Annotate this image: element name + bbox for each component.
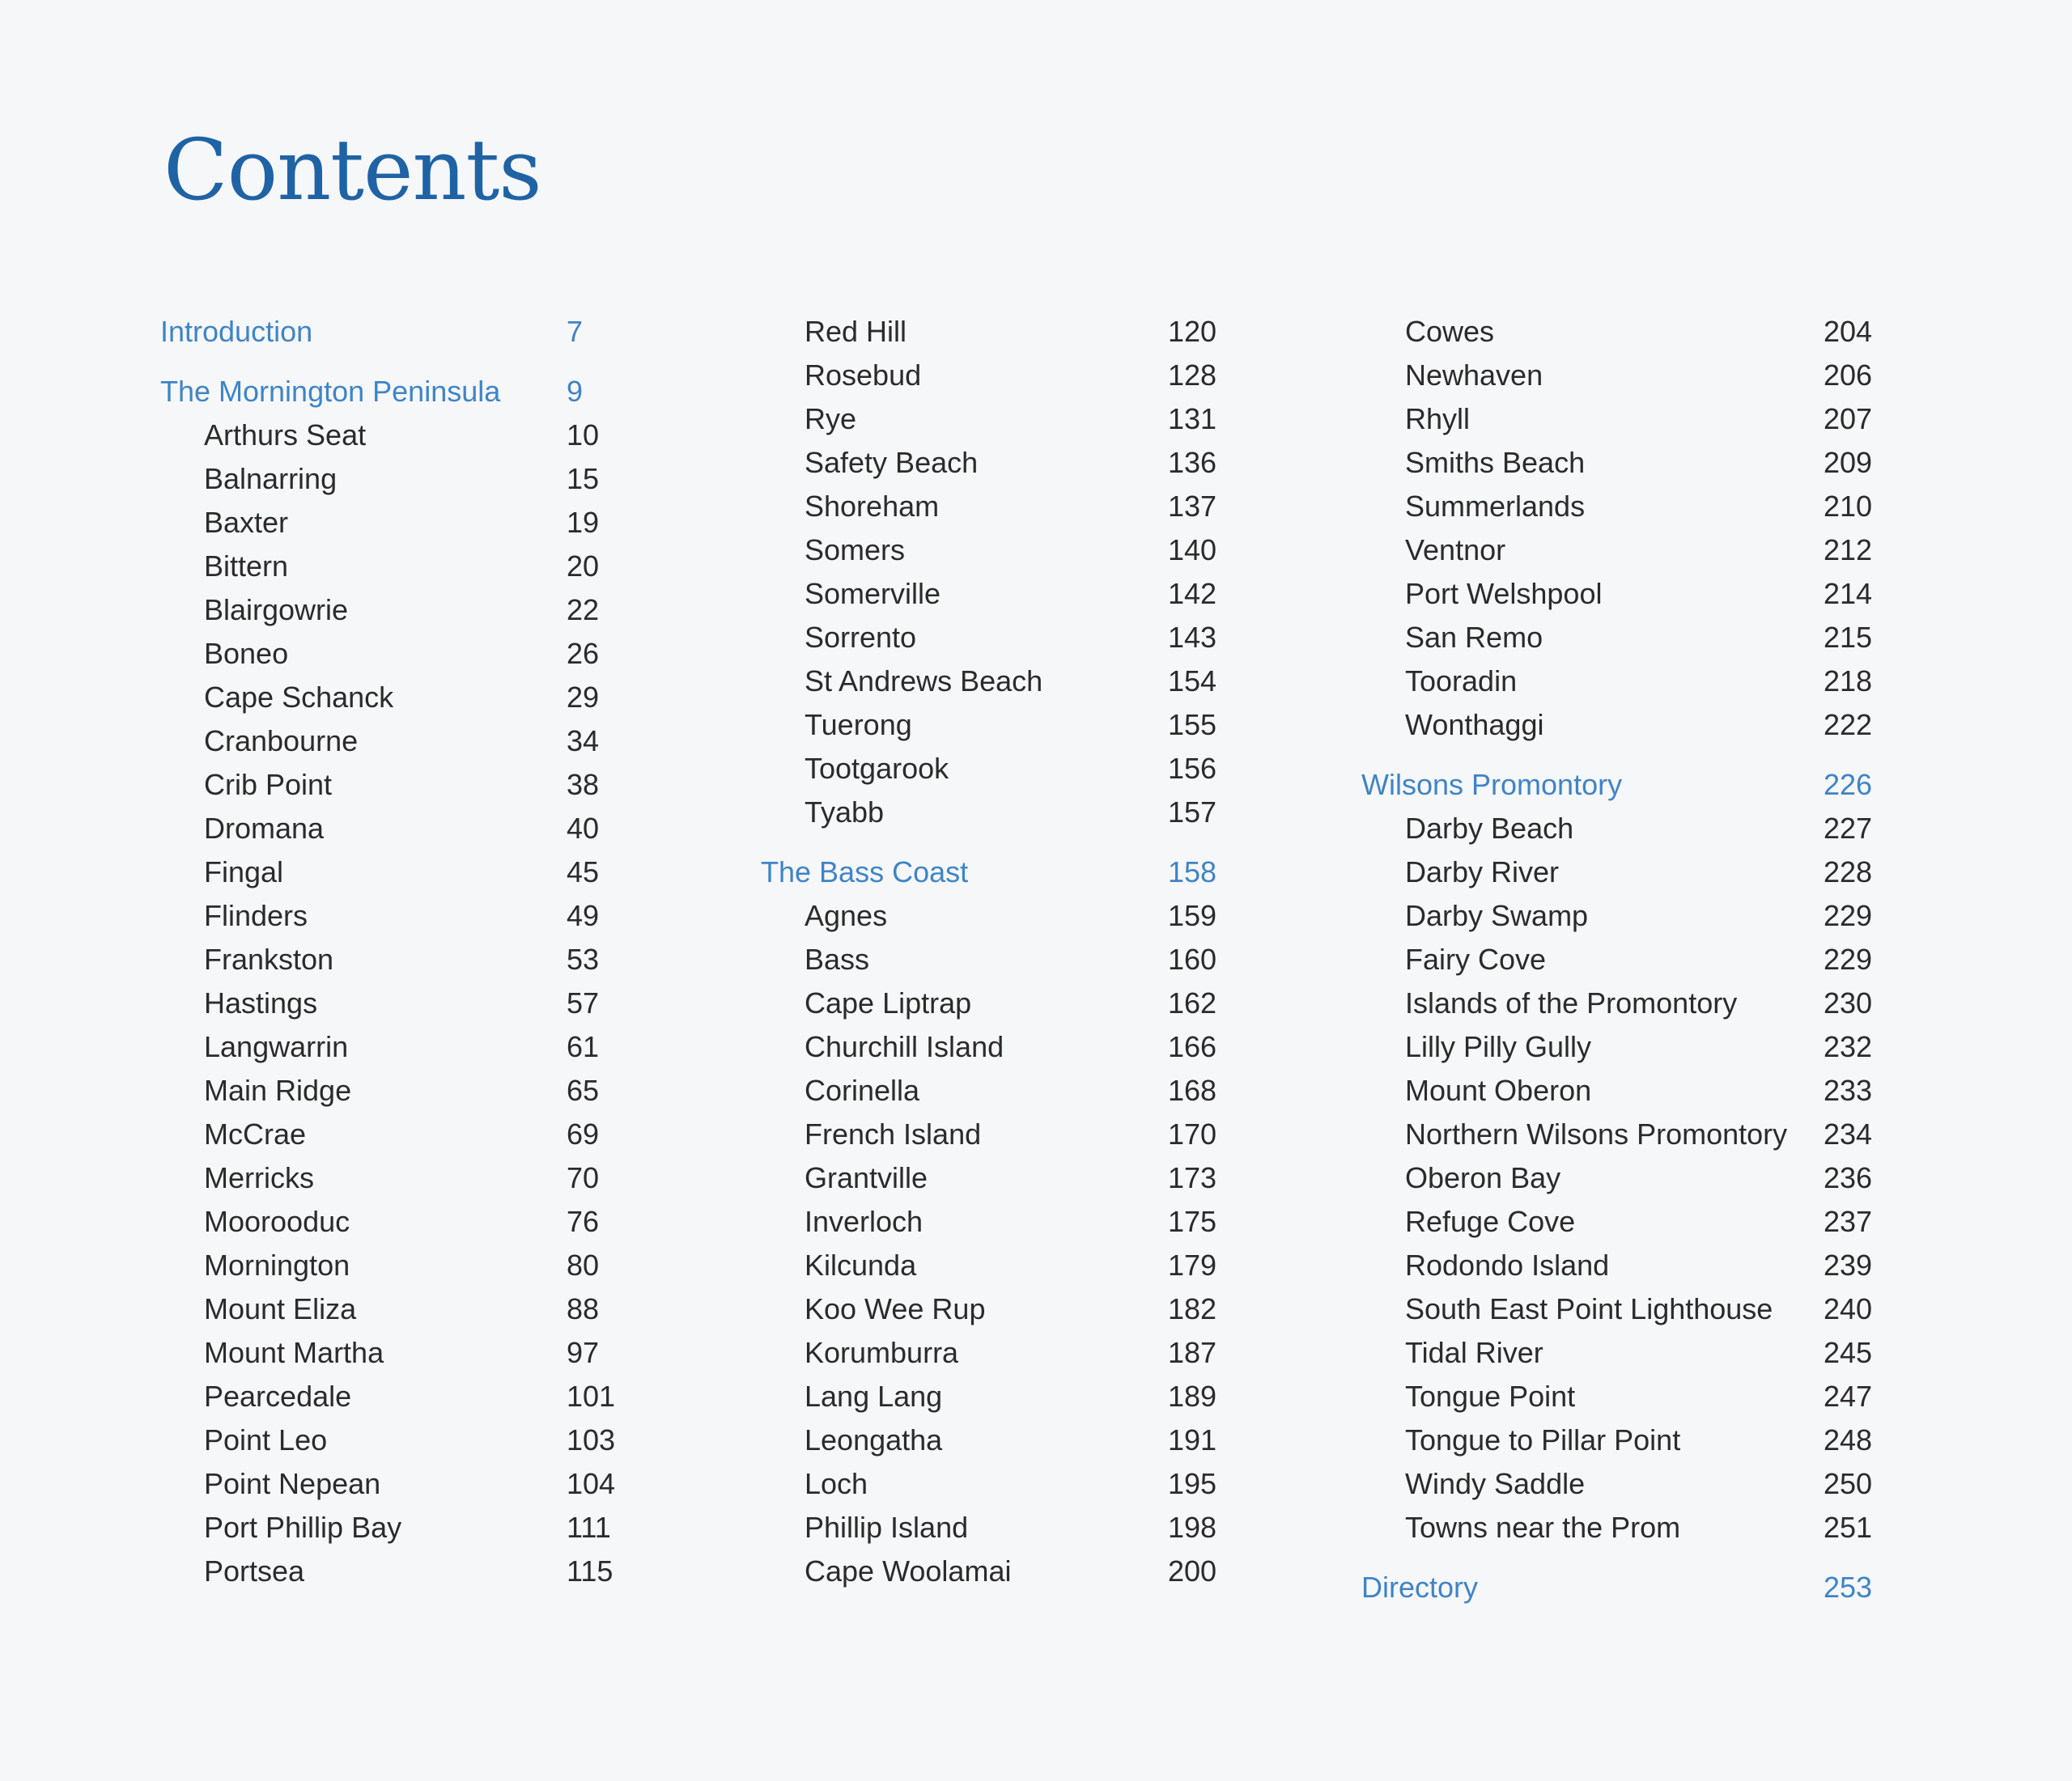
entry-name: Hastings: [204, 986, 318, 1020]
entry-name: Summerlands: [1405, 490, 1586, 523]
page-number: 40: [567, 812, 600, 845]
page-number: 214: [1824, 577, 1873, 610]
entry-name: Rodondo Island: [1405, 1249, 1610, 1282]
entry-name: Moorooduc: [204, 1205, 350, 1238]
page-number: 120: [1168, 315, 1217, 348]
toc-entry: [761, 1244, 1218, 1287]
page-number: 253: [1824, 1571, 1873, 1604]
entry-name: Tidal River: [1405, 1336, 1543, 1369]
entry-name: McCrae: [204, 1117, 307, 1151]
page-number: 15: [567, 462, 600, 495]
entry-name: Sorrento: [805, 621, 917, 654]
entry-name: St Andrews Beach: [805, 664, 1043, 698]
entry-name: Fingal: [204, 855, 284, 888]
entry-name: Islands of the Promontory: [1405, 986, 1738, 1020]
toc-entry: [1361, 659, 1879, 703]
entry-name: Frankston: [204, 943, 334, 976]
page-number: 166: [1168, 1030, 1217, 1063]
toc-entry: [761, 310, 1218, 354]
page-number: 179: [1168, 1249, 1217, 1282]
toc-entry: [1361, 938, 1879, 982]
page-number: 80: [567, 1249, 600, 1282]
entry-name: Darby Swamp: [1405, 899, 1589, 932]
toc-section-heading: [1361, 763, 1879, 807]
toc-entry: [160, 1418, 622, 1462]
toc-entry: [160, 632, 622, 676]
toc-entry: [1361, 1506, 1879, 1550]
toc-entry: [761, 703, 1218, 747]
page-number: 236: [1824, 1161, 1873, 1194]
page-number: 215: [1824, 621, 1873, 654]
entry-name: Agnes: [805, 899, 888, 932]
entry-name: Inverloch: [805, 1205, 923, 1238]
entry-name: Tyabb: [805, 795, 885, 829]
toc-column-1: [160, 310, 622, 1593]
page-number: 248: [1824, 1423, 1873, 1457]
entry-name: Port Welshpool: [1405, 577, 1603, 610]
entry-name: Northern Wilsons Promontory: [1405, 1117, 1788, 1151]
toc-entry: [160, 1244, 622, 1287]
entry-name: Cape Schanck: [204, 681, 394, 714]
entry-name: Leongatha: [805, 1423, 943, 1457]
page-number: 69: [567, 1117, 600, 1151]
page-number: 175: [1168, 1205, 1217, 1238]
page-number: 154: [1168, 664, 1217, 698]
toc-entry: [1361, 1287, 1879, 1331]
page-number: 234: [1824, 1117, 1873, 1151]
toc-entry: [1361, 310, 1879, 354]
page-number: 229: [1824, 943, 1873, 976]
page-number: 195: [1168, 1467, 1217, 1500]
toc-entry: [761, 1506, 1218, 1550]
toc-entry: [160, 588, 622, 632]
page-number: 103: [567, 1423, 616, 1457]
toc-entry: [1361, 616, 1879, 659]
page-number: 45: [567, 855, 600, 888]
toc-entry: [160, 1287, 622, 1331]
entry-name: Korumburra: [805, 1336, 959, 1369]
page-number: 61: [567, 1030, 600, 1063]
toc-entry: [1361, 397, 1879, 441]
entry-name: Wonthaggi: [1405, 708, 1544, 741]
toc-entry: [1361, 1244, 1879, 1287]
toc-entry: [160, 457, 622, 501]
entry-name: Kilcunda: [805, 1249, 917, 1282]
page-number: 137: [1168, 490, 1217, 523]
page-number: 155: [1168, 708, 1217, 741]
page-number: 19: [567, 506, 600, 539]
page-number: 97: [567, 1336, 600, 1369]
entry-name: Merricks: [204, 1161, 314, 1194]
toc-entry: [761, 441, 1218, 485]
entry-name: Windy Saddle: [1405, 1467, 1586, 1500]
section-title: The Bass Coast: [761, 855, 969, 888]
toc-entry: [1361, 528, 1879, 572]
toc-entry: [761, 397, 1218, 441]
page-number: 142: [1168, 577, 1217, 610]
toc-column-2: [761, 310, 1218, 1593]
toc-entry: [761, 747, 1218, 791]
toc-entry: [160, 1550, 622, 1593]
entry-name: San Remo: [1405, 621, 1543, 654]
entry-name: South East Point Lighthouse: [1405, 1292, 1773, 1325]
section-title: Introduction: [160, 315, 313, 348]
toc-entry: [160, 1506, 622, 1550]
page-number: 76: [567, 1205, 600, 1238]
entry-name: Tongue Point: [1405, 1380, 1576, 1413]
entry-name: Mount Oberon: [1405, 1074, 1592, 1107]
toc-entry: [761, 894, 1218, 938]
page-number: 104: [567, 1467, 616, 1500]
page-number: 209: [1824, 446, 1873, 479]
toc-entry: [761, 616, 1218, 659]
toc-entry: [761, 1069, 1218, 1113]
entry-name: Rosebud: [805, 358, 922, 392]
entry-name: Cape Woolamai: [805, 1554, 1012, 1588]
entry-name: Crib Point: [204, 768, 333, 801]
page-number: 157: [1168, 795, 1217, 829]
page-number: 101: [567, 1380, 616, 1413]
toc-section-heading: [160, 370, 622, 413]
toc-entry: [761, 659, 1218, 703]
page-number: 239: [1824, 1249, 1873, 1282]
toc-entry: [761, 982, 1218, 1025]
page-number: 210: [1824, 490, 1873, 523]
page-number: 49: [567, 899, 600, 932]
page-number: 65: [567, 1074, 600, 1107]
entry-name: Loch: [805, 1467, 868, 1500]
page-number: 140: [1168, 533, 1217, 566]
toc-entry: [1361, 850, 1879, 894]
entry-name: Tuerong: [805, 708, 912, 741]
entry-name: Koo Wee Rup: [805, 1292, 986, 1325]
toc-entry: [1361, 1375, 1879, 1418]
entry-name: Towns near the Prom: [1405, 1511, 1681, 1544]
toc-entry: [160, 763, 622, 807]
toc-entry: [160, 676, 622, 719]
entry-name: Mornington: [204, 1249, 350, 1282]
page-number: 250: [1824, 1467, 1873, 1500]
page-number: 226: [1824, 768, 1873, 801]
toc-entry: [761, 791, 1218, 834]
entry-name: Churchill Island: [805, 1030, 1004, 1063]
page-number: 38: [567, 768, 600, 801]
toc-entry: [1361, 894, 1879, 938]
toc-entry: [761, 1462, 1218, 1506]
page-number: 128: [1168, 358, 1217, 392]
toc-entry: [160, 501, 622, 545]
page-number: 237: [1824, 1205, 1873, 1238]
toc-entry: [160, 807, 622, 850]
page-number: 111: [567, 1511, 611, 1544]
page-number: 198: [1168, 1511, 1217, 1544]
entry-name: Cowes: [1405, 315, 1495, 348]
entry-name: Somerville: [805, 577, 941, 610]
toc-entry: [160, 1113, 622, 1156]
page-number: 212: [1824, 533, 1873, 566]
toc-entry: [160, 1331, 622, 1375]
entry-name: Mount Eliza: [204, 1292, 357, 1325]
toc-entry: [761, 1200, 1218, 1244]
entry-name: Tooradin: [1405, 664, 1518, 698]
toc-entry: [761, 1375, 1218, 1418]
toc-entry: [1361, 441, 1879, 485]
toc-entry: [1361, 807, 1879, 850]
entry-name: Corinella: [805, 1074, 920, 1107]
entry-name: Boneo: [204, 637, 289, 670]
entry-name: Fairy Cove: [1405, 943, 1547, 976]
entry-name: Oberon Bay: [1405, 1161, 1561, 1194]
entry-name: Port Phillip Bay: [204, 1511, 402, 1544]
toc-entry: [1361, 572, 1879, 616]
page-number: 115: [567, 1554, 614, 1588]
entry-name: Blairgowrie: [204, 593, 349, 626]
entry-name: Lang Lang: [805, 1380, 943, 1413]
entry-name: Arthurs Seat: [204, 418, 367, 452]
page-number: 70: [567, 1161, 600, 1194]
entry-name: Phillip Island: [805, 1511, 969, 1544]
entry-name: Safety Beach: [805, 446, 979, 479]
toc-entry: [761, 1331, 1218, 1375]
page-number: 230: [1824, 986, 1873, 1020]
toc-entry: [160, 1025, 622, 1069]
page-number: 131: [1168, 402, 1217, 435]
entry-name: Darby River: [1405, 855, 1560, 888]
toc-entry: [160, 1375, 622, 1418]
page-number: 204: [1824, 315, 1873, 348]
toc-entry: [160, 545, 622, 588]
page-number: 29: [567, 681, 600, 714]
entry-name: Grantville: [805, 1161, 928, 1194]
toc-entry: [1361, 1113, 1879, 1156]
page-number: 222: [1824, 708, 1873, 741]
page-number: 57: [567, 986, 600, 1020]
page-number: 22: [567, 593, 600, 626]
toc-entry: [1361, 485, 1879, 528]
toc-entry: [160, 719, 622, 763]
entry-name: Baxter: [204, 506, 289, 539]
toc-entry: [1361, 1331, 1879, 1375]
entry-name: Lilly Pilly Gully: [1405, 1030, 1592, 1063]
page-number: 20: [567, 549, 600, 583]
page-number: 156: [1168, 752, 1217, 785]
toc-entry: [1361, 1025, 1879, 1069]
toc-section-heading: [1361, 1566, 1879, 1609]
page-number: 160: [1168, 943, 1217, 976]
toc-entry: [761, 485, 1218, 528]
toc-entry: [761, 1418, 1218, 1462]
page-number: 34: [567, 724, 600, 757]
toc-entry: [1361, 1418, 1879, 1462]
toc-section-heading: [761, 850, 1218, 894]
toc-entry: [1361, 1200, 1879, 1244]
page-number: 158: [1168, 855, 1217, 888]
entry-name: Main Ridge: [204, 1074, 352, 1107]
entry-name: Darby Beach: [1405, 812, 1574, 845]
toc-entry: [160, 850, 622, 894]
toc-entry: [160, 1156, 622, 1200]
entry-name: Tongue to Pillar Point: [1405, 1423, 1681, 1457]
page-number: 189: [1168, 1380, 1217, 1413]
page-number: 53: [567, 943, 600, 976]
toc-entry: [761, 1113, 1218, 1156]
page-number: 245: [1824, 1336, 1873, 1369]
page-number: 187: [1168, 1336, 1217, 1369]
entry-name: Mount Martha: [204, 1336, 384, 1369]
toc-entry: [761, 938, 1218, 982]
entry-name: Rye: [805, 402, 857, 435]
page-title: Contents: [163, 121, 541, 219]
toc-section-heading: [160, 310, 622, 354]
toc-entry: [160, 894, 622, 938]
toc-entry: [1361, 982, 1879, 1025]
page-number: 159: [1168, 899, 1217, 932]
entry-name: Rhyll: [1405, 402, 1471, 435]
toc-entry: [160, 1462, 622, 1506]
entry-name: Shoreham: [805, 490, 940, 523]
entry-name: Tootgarook: [805, 752, 949, 785]
section-title: Directory: [1361, 1571, 1479, 1604]
toc-entry: [761, 1156, 1218, 1200]
page-number: 233: [1824, 1074, 1873, 1107]
toc-entry: [761, 1550, 1218, 1593]
page-number: 143: [1168, 621, 1217, 654]
page-number: 170: [1168, 1117, 1217, 1151]
toc-entry: [761, 572, 1218, 616]
entry-name: Point Nepean: [204, 1467, 381, 1500]
toc-entry: [1361, 354, 1879, 397]
page-number: 251: [1824, 1511, 1873, 1544]
entry-name: French Island: [805, 1117, 982, 1151]
toc-entry: [160, 982, 622, 1025]
section-title: The Mornington Peninsula: [160, 375, 501, 408]
entry-name: Newhaven: [1405, 358, 1543, 392]
entry-name: Bittern: [204, 549, 289, 583]
entry-name: Point Leo: [204, 1423, 328, 1457]
entry-name: Cranbourne: [204, 724, 359, 757]
toc-entry: [160, 938, 622, 982]
page-number: 206: [1824, 358, 1873, 392]
section-title: Wilsons Promontory: [1361, 768, 1623, 801]
toc-entry: [1361, 1069, 1879, 1113]
page-number: 247: [1824, 1380, 1873, 1413]
page-number: 229: [1824, 899, 1873, 932]
toc-entry: [160, 1069, 622, 1113]
page-number: 88: [567, 1292, 600, 1325]
entry-name: Smiths Beach: [1405, 446, 1586, 479]
toc-entry: [1361, 703, 1879, 747]
page-number: 173: [1168, 1161, 1217, 1194]
entry-name: Bass: [805, 943, 870, 976]
entry-name: Portsea: [204, 1554, 305, 1588]
page-number: 191: [1168, 1423, 1217, 1457]
page-number: 240: [1824, 1292, 1873, 1325]
entry-name: Red Hill: [805, 315, 907, 348]
page-number: 9: [567, 375, 584, 408]
entry-name: Pearcedale: [204, 1380, 352, 1413]
toc-entry: [761, 528, 1218, 572]
entry-name: Balnarring: [204, 462, 338, 495]
toc-entry: [761, 354, 1218, 397]
page-number: 26: [567, 637, 600, 670]
page-number: 136: [1168, 446, 1217, 479]
entry-name: Ventnor: [1405, 533, 1506, 566]
toc-entry: [1361, 1462, 1879, 1506]
page-number: 200: [1168, 1554, 1217, 1588]
toc-entry: [160, 1200, 622, 1244]
entry-name: Refuge Cove: [1405, 1205, 1576, 1238]
page-number: 168: [1168, 1074, 1217, 1107]
page-number: 207: [1824, 402, 1873, 435]
page-number: 182: [1168, 1292, 1217, 1325]
entry-name: Langwarrin: [204, 1030, 349, 1063]
toc-column-3: [1361, 310, 1879, 1609]
page-number: 228: [1824, 855, 1873, 888]
page-number: 7: [567, 315, 584, 348]
toc-entry: [761, 1025, 1218, 1069]
toc-entry: [160, 413, 622, 457]
page-number: 232: [1824, 1030, 1873, 1063]
entry-name: Somers: [805, 533, 906, 566]
page-number: 218: [1824, 664, 1873, 698]
page-number: 10: [567, 418, 600, 452]
entry-name: Cape Liptrap: [805, 986, 972, 1020]
entry-name: Dromana: [204, 812, 325, 845]
page-number: 162: [1168, 986, 1217, 1020]
page-number: 227: [1824, 812, 1873, 845]
toc-entry: [761, 1287, 1218, 1331]
toc-entry: [1361, 1156, 1879, 1200]
entry-name: Flinders: [204, 899, 308, 932]
